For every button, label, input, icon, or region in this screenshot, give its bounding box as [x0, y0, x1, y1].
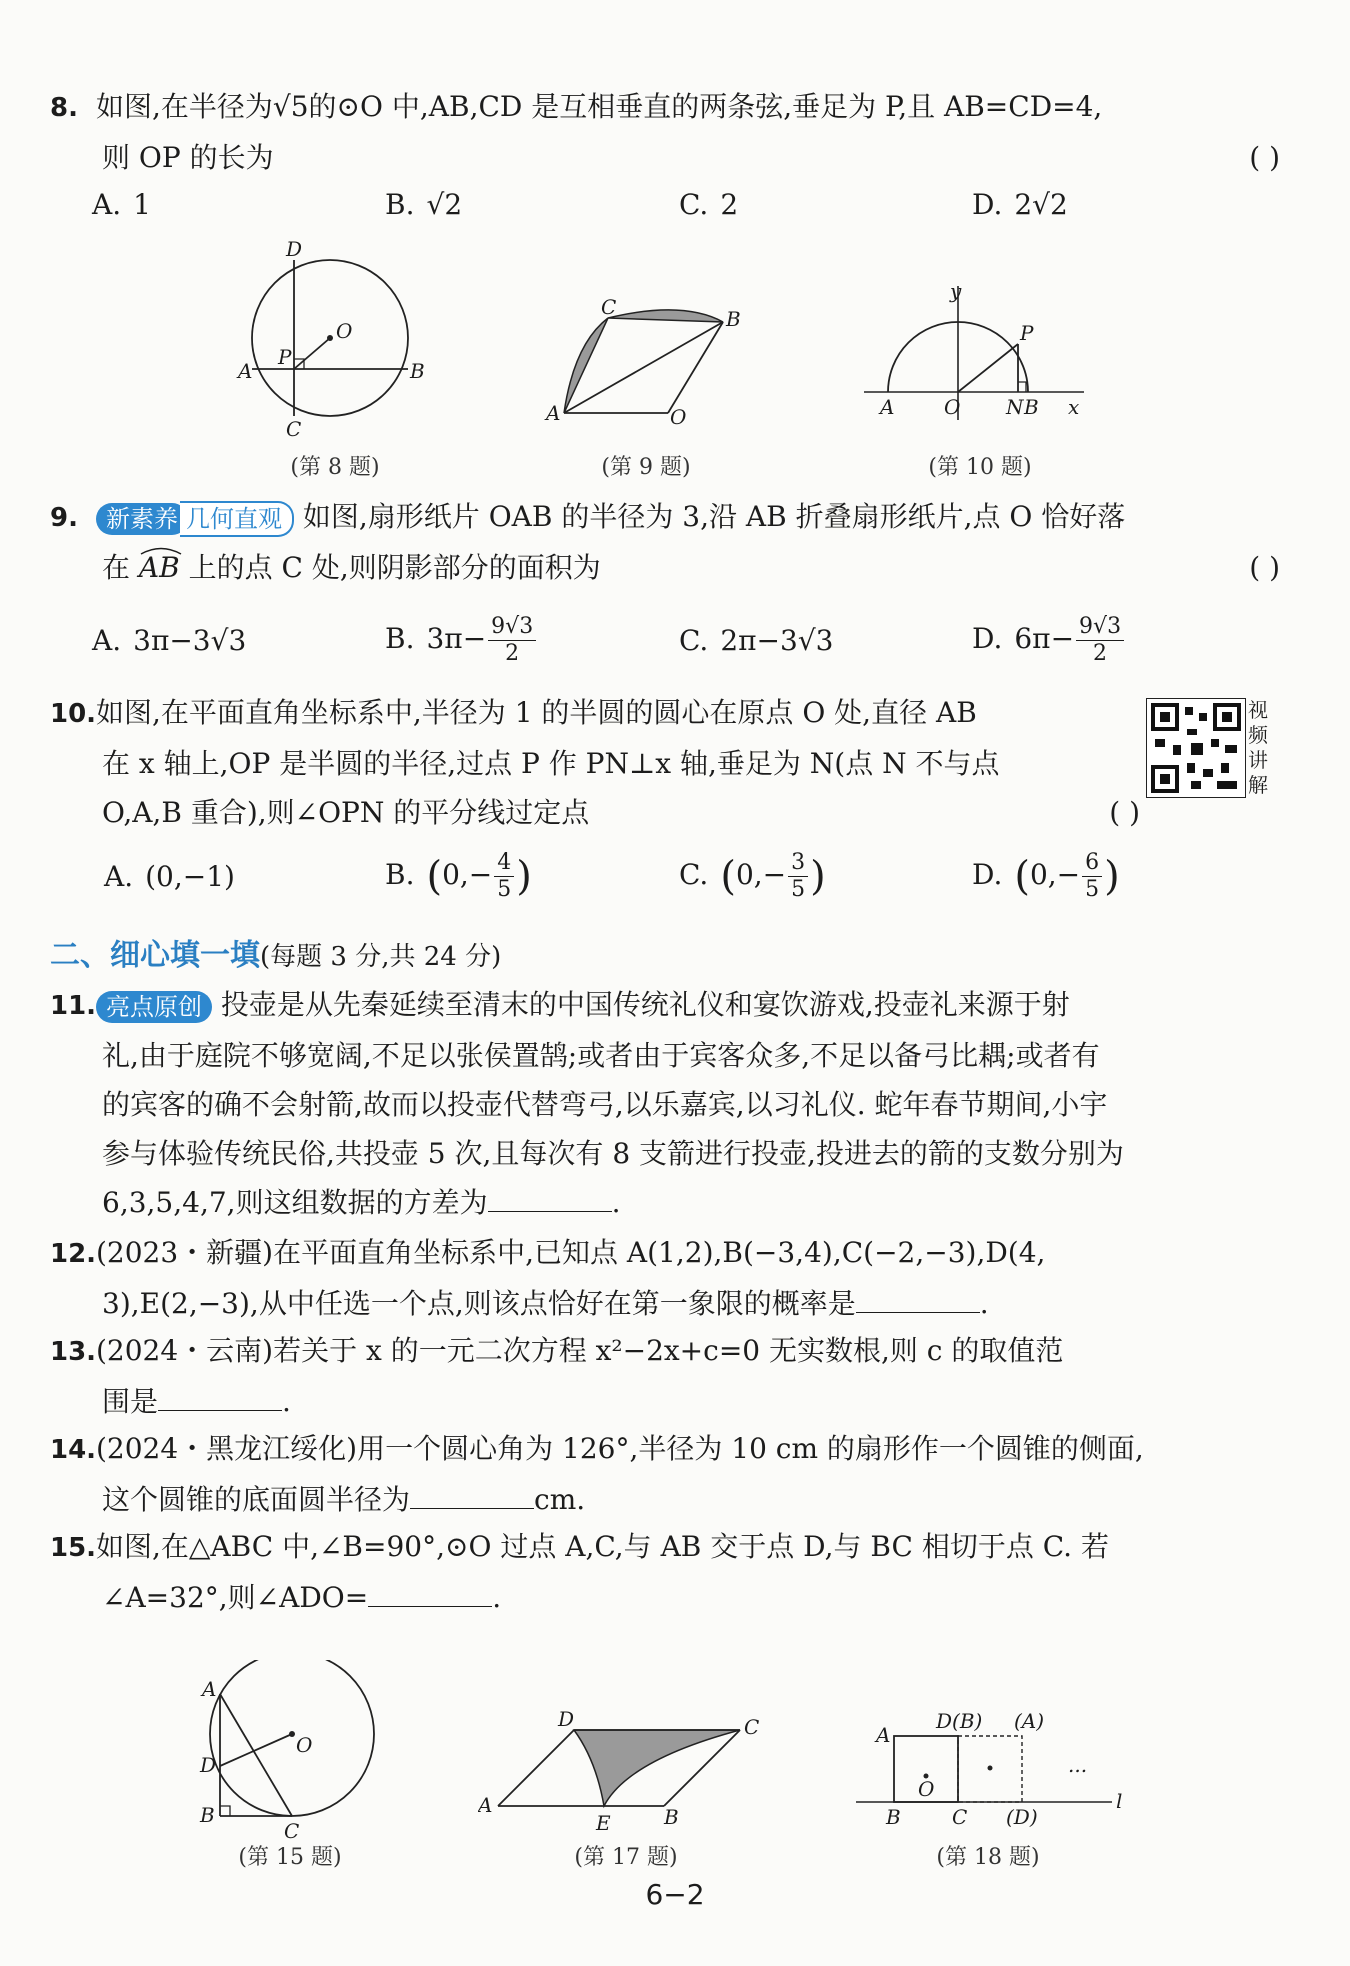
option-c: C. (0,− $\frac{3}{5}$ ) — [679, 850, 826, 902]
question-14: 14.(2024・黑龙江绥化)用一个圆心角为 126°,半径为 10 cm 的扇形作一个圆锥的侧面, 这个圆锥的底面圆半径为 cm. — [50, 1424, 1280, 1524]
label-c: C — [284, 1819, 300, 1840]
options-9 — [92, 614, 1272, 674]
label-a: A — [202, 1677, 217, 1701]
label-b: B — [726, 307, 741, 331]
question-number: 10. — [50, 699, 97, 729]
label-d-moved: (D) — [1006, 1805, 1038, 1829]
answer-paren: ( ) — [1109, 796, 1140, 829]
question-text: 上的点 C 处,则阴影部分的面积为 — [188, 551, 601, 584]
label-o: O — [670, 405, 687, 428]
option-b: B. √2 — [385, 188, 463, 221]
label-b: B — [664, 1805, 679, 1829]
question-text: 投壶是从先秦延续至清末的中国传统礼仪和宴饮游戏,投壶礼来源于射 — [220, 988, 1070, 1021]
option-c: C. 2 — [679, 188, 739, 221]
question-12: 12.(2023・新疆)在平面直角坐标系中,已知点 A(1,2),B(−3,4),C(−2,−3),D(4, 3),E(2,−3),从中任选一个点,则该点恰好在第一象限的概率是 . — [50, 1228, 1280, 1328]
label-o: O — [944, 395, 961, 419]
section-heading: 二、细心填一填(每题 3 分,共 24 分) — [50, 938, 502, 973]
figure-17-caption: (第 17 题) — [574, 1845, 678, 1870]
question-text: 礼,由于庭院不够宽阔,不足以张侯置鹄;或者由于宾客众多,不足以备弓比耦;或者有 — [102, 1039, 1100, 1072]
label-d: D — [558, 1707, 575, 1731]
question-text: 如图,在平面直角坐标系中,半径为 1 的半圆的圆心在原点 O 处,直径 AB — [96, 696, 977, 729]
question-text: 在 x 轴上,OP 是半圆的半径,过点 P 作 PN⊥x 轴,垂足为 N(点 N 不与点 — [102, 747, 1000, 780]
label-b: B — [886, 1805, 901, 1829]
label-l: l — [1116, 1789, 1123, 1813]
tag-new-literacy: 新素养 — [96, 503, 188, 535]
answer-blank[interactable] — [856, 1286, 980, 1313]
label-p: P — [1020, 321, 1034, 345]
label-b: B — [410, 359, 425, 383]
question-10 — [50, 688, 1140, 837]
label-a-moved: (A) — [1014, 1709, 1045, 1733]
option-b: B. (0,− $\frac{4}{5}$ ) — [385, 850, 532, 902]
figure-10 — [858, 280, 1098, 430]
label-n: N — [1006, 395, 1024, 419]
answer-blank[interactable] — [158, 1384, 282, 1411]
question-11: 11. 亮点原创 投壶是从先秦延续至清末的中国传统礼仪和宴饮游戏,投壶礼来源于射 礼,由于庭院不够宽阔,不足以张侯置鹄;或者由于宾客众多,不足以备弓比耦;或者有 的宾客的确不会射箭,故而以投壶代替弯弓,以乐嘉宾,以习礼仪. 蛇年春节期间,小宇 参与体验传统民俗,共投壶 5 次,且每次有 8 支箭进行投壶,投进去的箭的支数分别为 6,3,5,4,7,则这组数据的方差为 . — [50, 980, 1280, 1227]
question-text: 6,3,5,4,7,则这组数据的方差为 — [102, 1186, 488, 1219]
page-number: 6−2 — [645, 1878, 705, 1911]
label-o: O — [296, 1733, 313, 1757]
tag-geometry: 几何直观 — [180, 501, 294, 537]
option-c: C. 2π−3√3 — [679, 624, 834, 657]
question-text: (2024・云南)若关于 x 的一元二次方程 x²−2x+c=0 无实数根,则 c 的取值范 — [96, 1334, 1064, 1367]
question-text: 这个圆锥的底面圆半径为 — [102, 1483, 411, 1516]
figure-17 — [478, 1660, 778, 1840]
figure-18-caption: (第 18 题) — [936, 1845, 1040, 1870]
label-a: A — [238, 359, 253, 383]
figure-8-caption: (第 8 题) — [290, 455, 380, 480]
label-p: P — [278, 345, 292, 369]
question-text: 如图,在半径为√5的⊙O 中,AB,CD 是互相垂直的两条弦,垂足为 P,且 AB=CD=4, — [96, 90, 1103, 123]
figure-18 — [850, 1700, 1130, 1830]
label-o: O — [336, 319, 353, 343]
question-text: 参与体验传统民俗,共投壶 5 次,且每次有 8 支箭进行投壶,投进去的箭的支数分别为 — [102, 1137, 1124, 1170]
label-e: E — [596, 1811, 611, 1835]
answer-blank[interactable] — [410, 1482, 534, 1509]
question-13: 13.(2024・云南)若关于 x 的一元二次方程 x²−2x+c=0 无实数根,则 c 的取值范 围是 . — [50, 1326, 1280, 1426]
answer-paren: ( ) — [1249, 141, 1280, 174]
question-number: 9. — [50, 503, 78, 533]
answer-paren: ( ) — [1249, 551, 1280, 584]
question-text: 的宾客的确不会射箭,故而以投壶代替弯弓,以乐嘉宾,以习礼仪. 蛇年春节期间,小宇 — [102, 1088, 1108, 1121]
option-d: D. 6π− $\frac{9√3}{2}$ — [972, 614, 1126, 667]
tag-original: 亮点原创 — [96, 991, 212, 1023]
video-explanation-label: 视 频 讲 解 — [1248, 698, 1268, 797]
label-b: B — [1024, 395, 1039, 419]
question-text: 如图,在△ABC 中,∠B=90°,⊙O 过点 A,C,与 AB 交于点 D,与 BC 相切于点 C. 若 — [96, 1530, 1109, 1563]
option-a: A. 3π−3√3 — [92, 624, 247, 657]
question-text: 围是 — [102, 1385, 159, 1418]
figure-15 — [196, 1660, 396, 1840]
figure-10-caption: (第 10 题) — [928, 455, 1032, 480]
question-number: 12. — [50, 1239, 97, 1269]
label-a: A — [876, 1723, 891, 1747]
question-number: 15. — [50, 1533, 97, 1563]
question-15: 15.如图,在△ABC 中,∠B=90°,⊙O 过点 A,C,与 AB 交于点 D,与 BC 相切于点 C. 若 ∠A=32°,则∠ADO= . — [50, 1522, 1280, 1622]
question-text: 则 OP 的长为 — [102, 141, 274, 174]
question-8 — [50, 82, 1280, 182]
option-d: D. 2√2 — [972, 188, 1068, 221]
label-d: D — [200, 1753, 217, 1777]
label-c: C — [601, 298, 617, 319]
question-text: ∠A=32°,则∠ADO= — [102, 1581, 369, 1614]
label-c: C — [286, 417, 302, 438]
question-number: 14. — [50, 1435, 97, 1465]
question-number: 8. — [50, 93, 78, 123]
label-o: O — [918, 1777, 935, 1801]
question-text: (2024・黑龙江绥化)用一个圆心角为 126°,半径为 10 cm 的扇形作一个圆锥的侧面, — [96, 1432, 1144, 1465]
figure-8 — [230, 238, 430, 438]
question-9: 9. 新素养 几何直观 如图,扇形纸片 OAB 的半径为 3,沿 AB 折叠扇形纸片,点 O 恰好落 在 AB 上的点 C 处,则阴影部分的面积为 ( ) — [50, 492, 1280, 592]
label-c: C — [744, 1715, 760, 1739]
question-text: 如图,扇形纸片 OAB 的半径为 3,沿 AB 折叠扇形纸片,点 O 恰好落 — [302, 500, 1126, 533]
qr-code[interactable] — [1146, 698, 1246, 798]
label-a: A — [478, 1793, 493, 1817]
question-text: 3),E(2,−3),从中任选一个点,则该点恰好在第一象限的概率是 — [102, 1287, 856, 1320]
question-text: O,A,B 重合),则∠OPN 的平分线过定点 — [102, 796, 590, 829]
question-text: (2023・新疆)在平面直角坐标系中,已知点 A(1,2),B(−3,4),C(−2,−3),D(4, — [96, 1236, 1046, 1269]
label-a: A — [880, 395, 895, 419]
label-c: C — [952, 1805, 968, 1829]
ellipsis: ... — [1068, 1753, 1088, 1777]
figure-9 — [538, 298, 758, 428]
answer-blank[interactable] — [488, 1185, 612, 1212]
option-a: A. (0,−1) — [104, 860, 235, 893]
answer-blank[interactable] — [368, 1580, 492, 1607]
option-a: A. 1 — [92, 188, 151, 221]
label-x: x — [1068, 395, 1080, 419]
arc-ab: AB — [139, 543, 180, 592]
question-number: 13. — [50, 1337, 97, 1367]
option-b: B. 3π− $\frac{9√3}{2}$ — [385, 614, 538, 667]
figure-9-caption: (第 9 题) — [601, 455, 691, 480]
label-b: B — [200, 1803, 215, 1827]
question-number: 11. — [50, 991, 97, 1021]
label-d: D — [286, 238, 303, 261]
label-a: A — [546, 401, 561, 425]
option-d: D. (0,− $\frac{6}{5}$ ) — [972, 850, 1120, 902]
label-y: y — [950, 280, 962, 303]
label-d-b: D(B) — [936, 1709, 983, 1733]
figure-15-caption: (第 15 题) — [238, 1845, 342, 1870]
options-10 — [92, 850, 1272, 910]
